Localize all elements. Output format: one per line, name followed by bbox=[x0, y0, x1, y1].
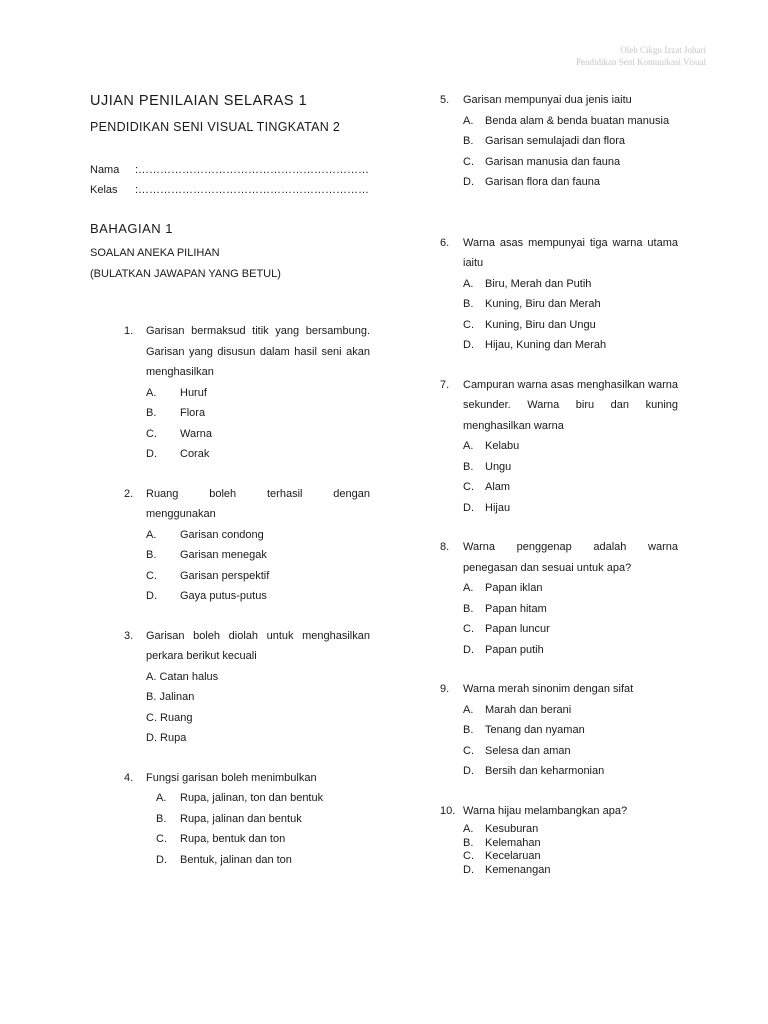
option-d[interactable] bbox=[146, 728, 370, 749]
option-text: Huruf bbox=[180, 386, 207, 399]
option-text: Garisan flora dan fauna bbox=[485, 176, 600, 188]
option-letter: C. bbox=[463, 481, 474, 493]
option-text: Gaya putus-putus bbox=[180, 590, 267, 602]
option-b[interactable] bbox=[146, 687, 370, 708]
question-number: 5. bbox=[440, 94, 450, 106]
option-d[interactable] bbox=[463, 335, 690, 356]
option-text: Kecelaruan bbox=[485, 850, 541, 862]
class-blank[interactable]: :……………………………………………………… bbox=[135, 184, 370, 196]
option-letter: B. bbox=[463, 298, 474, 310]
option-letter: C. bbox=[463, 155, 474, 168]
option-text: Garisan perspektif bbox=[180, 569, 270, 582]
option-text: Papan hitam bbox=[485, 602, 547, 615]
option-text: Flora bbox=[180, 407, 206, 419]
question-stem: Warna merah sinonim dengan sifat bbox=[463, 683, 634, 695]
question-number: 7. bbox=[440, 378, 450, 391]
question-number: 1. bbox=[124, 325, 134, 337]
exam-title: UJIAN PENILAIAN SELARAS 1 bbox=[90, 93, 308, 109]
option-c[interactable] bbox=[146, 708, 370, 729]
name-blank[interactable]: :……………………………………………………… bbox=[135, 164, 370, 176]
option-b[interactable] bbox=[463, 294, 690, 315]
option-text: Hijau, Kuning dan Merah bbox=[485, 339, 607, 351]
option-text: Kesuburan bbox=[485, 823, 539, 835]
option-text: Kelabu bbox=[485, 440, 520, 452]
option-b[interactable] bbox=[146, 545, 370, 566]
option-letter: B. bbox=[463, 724, 474, 736]
option-letter: C. bbox=[463, 850, 474, 862]
option-text: Garisan semulajadi dan flora bbox=[485, 135, 626, 147]
option-c[interactable] bbox=[463, 741, 690, 762]
option-c[interactable] bbox=[463, 315, 690, 336]
option-letter: A. bbox=[463, 582, 474, 594]
option-text: C. Ruang bbox=[146, 711, 193, 724]
options bbox=[463, 700, 690, 782]
option-text: Selesa dan aman bbox=[485, 744, 571, 757]
question-6 bbox=[440, 233, 690, 356]
option-text: Hijau bbox=[485, 501, 511, 514]
option-b[interactable] bbox=[463, 720, 690, 741]
option-a[interactable] bbox=[146, 525, 370, 546]
question-stem: Warna asas mempunyai tiga warna utama iaitu bbox=[463, 236, 678, 269]
option-letter: D. bbox=[463, 643, 474, 656]
option-text: Garisan menegak bbox=[180, 549, 267, 561]
option-letter: B. bbox=[463, 836, 474, 849]
option-text: Bersih dan keharmonian bbox=[485, 765, 605, 777]
question-stem-line1 bbox=[146, 484, 370, 505]
option-text: Papan iklan bbox=[485, 582, 543, 594]
option-text: Corak bbox=[180, 448, 210, 460]
question-stem: Fungsi garisan boleh menimbulkan bbox=[146, 771, 317, 784]
options bbox=[463, 578, 690, 660]
option-letter: A. bbox=[156, 792, 167, 804]
option-a[interactable] bbox=[463, 578, 690, 599]
options bbox=[463, 436, 690, 518]
header-subject: Pendidikan Seni Komunikasi Visual bbox=[575, 57, 706, 67]
question-number: 9. bbox=[440, 683, 450, 695]
question-stem: Campuran warna asas menghasilkan warna sekunder. Warna biru dan kuning menghasilkan warna bbox=[463, 378, 678, 432]
option-text: Marah dan berani bbox=[485, 703, 572, 716]
option-d[interactable] bbox=[463, 498, 690, 519]
left-column bbox=[90, 92, 370, 870]
option-text: Papan putih bbox=[485, 643, 544, 656]
option-letter: A. bbox=[463, 114, 474, 127]
option-c[interactable] bbox=[463, 477, 690, 498]
option-letter: B. bbox=[156, 812, 167, 825]
options bbox=[146, 667, 370, 749]
option-text: Kemenangan bbox=[485, 863, 551, 876]
option-a[interactable] bbox=[463, 274, 690, 295]
question-1 bbox=[90, 321, 370, 465]
question-4 bbox=[90, 768, 370, 871]
option-c[interactable] bbox=[156, 829, 370, 850]
option-a[interactable] bbox=[463, 111, 690, 132]
option-c[interactable] bbox=[146, 424, 370, 445]
question-10 bbox=[440, 801, 690, 878]
header-author: Oleh Cikgu Izzat Johari bbox=[620, 45, 706, 55]
question-7 bbox=[440, 375, 690, 519]
option-text: Ungu bbox=[485, 460, 512, 473]
option-letter: A. bbox=[146, 386, 157, 399]
option-letter: B. bbox=[463, 602, 474, 615]
option-letter: D. bbox=[463, 765, 474, 777]
option-letter: A. bbox=[463, 277, 474, 290]
option-letter: D. bbox=[156, 853, 167, 866]
option-b[interactable] bbox=[463, 837, 690, 851]
options bbox=[156, 788, 370, 870]
question-stem: Warna hijau melambangkan apa? bbox=[463, 804, 628, 817]
option-c[interactable] bbox=[146, 566, 370, 587]
option-letter: C. bbox=[463, 623, 474, 635]
option-letter: D. bbox=[463, 501, 474, 514]
option-b[interactable] bbox=[156, 809, 370, 830]
option-text: A. Catan halus bbox=[146, 670, 219, 683]
option-text: Garisan condong bbox=[180, 528, 264, 541]
question-3 bbox=[90, 626, 370, 749]
options bbox=[463, 823, 690, 877]
option-b[interactable] bbox=[146, 403, 370, 424]
student-fields bbox=[90, 163, 370, 197]
question-9 bbox=[440, 679, 690, 782]
options bbox=[463, 111, 690, 193]
option-a[interactable] bbox=[463, 823, 690, 837]
option-text: Rupa, jalinan dan bentuk bbox=[180, 812, 302, 825]
class-field[interactable] bbox=[90, 183, 370, 197]
option-d[interactable] bbox=[156, 850, 370, 871]
question-stem: Warna penggenap adalah warna penegasan dan sesuai untuk apa? bbox=[463, 541, 678, 574]
option-letter: B. bbox=[463, 460, 474, 473]
option-a[interactable] bbox=[156, 788, 370, 809]
option-letter: A. bbox=[146, 528, 157, 541]
option-text: Kuning, Biru dan Merah bbox=[485, 298, 601, 310]
section-instruction: (BULATKAN JAWAPAN YANG BETUL) bbox=[90, 268, 281, 280]
question-number: 4. bbox=[124, 771, 134, 784]
question-stem-line2: menggunakan bbox=[146, 508, 216, 520]
option-b[interactable] bbox=[463, 131, 690, 152]
question-2 bbox=[90, 484, 370, 607]
option-c[interactable] bbox=[463, 619, 690, 640]
section-subtitle: SOALAN ANEKA PILIHAN bbox=[90, 247, 220, 259]
option-d[interactable] bbox=[463, 864, 690, 878]
option-text: Garisan manusia dan fauna bbox=[485, 155, 621, 168]
name-field[interactable] bbox=[90, 163, 370, 177]
option-letter: D. bbox=[146, 590, 157, 602]
question-number: 8. bbox=[440, 541, 450, 553]
option-text: Kelemahan bbox=[485, 836, 541, 849]
option-text: Rupa, jalinan, ton dan bentuk bbox=[180, 792, 324, 804]
option-b[interactable] bbox=[463, 457, 690, 478]
option-a[interactable] bbox=[146, 383, 370, 404]
option-a[interactable] bbox=[146, 667, 370, 688]
question-stem: Ruang boleh terhasil dengan bbox=[146, 487, 370, 500]
question-8 bbox=[440, 537, 690, 660]
option-text: Kuning, Biru dan Ungu bbox=[485, 318, 596, 331]
option-letter: D. bbox=[463, 339, 474, 351]
option-letter: C. bbox=[156, 833, 167, 845]
section-title: BAHAGIAN 1 bbox=[90, 221, 174, 236]
option-letter: A. bbox=[463, 703, 474, 716]
option-c[interactable] bbox=[463, 850, 690, 864]
option-d[interactable] bbox=[146, 586, 370, 607]
option-letter: C. bbox=[146, 427, 157, 440]
option-d[interactable] bbox=[463, 761, 690, 782]
page-header bbox=[576, 44, 706, 68]
options bbox=[146, 525, 370, 607]
question-number: 3. bbox=[124, 629, 134, 642]
question-stem: Garisan mempunyai dua jenis iaitu bbox=[463, 94, 632, 106]
option-a[interactable] bbox=[463, 700, 690, 721]
option-text: Rupa, bentuk dan ton bbox=[180, 833, 286, 845]
option-letter: D. bbox=[463, 863, 474, 876]
option-text: Papan luncur bbox=[485, 623, 550, 635]
option-letter: D. bbox=[146, 448, 157, 460]
option-letter: A. bbox=[463, 823, 474, 835]
option-c[interactable] bbox=[463, 152, 690, 173]
option-b[interactable] bbox=[463, 599, 690, 620]
exam-subtitle: PENDIDIKAN SENI VISUAL TINGKATAN 2 bbox=[90, 120, 341, 134]
option-text: Bentuk, jalinan dan ton bbox=[180, 853, 292, 866]
option-text: Alam bbox=[485, 481, 511, 493]
option-letter: C. bbox=[463, 744, 474, 757]
option-a[interactable] bbox=[463, 436, 690, 457]
options bbox=[463, 274, 690, 356]
option-text: Benda alam & benda buatan manusia bbox=[485, 114, 670, 127]
question-stem: Garisan boleh diolah untuk menghasilkan perkara berikut kecuali bbox=[146, 629, 370, 662]
option-text: Warna bbox=[180, 427, 212, 440]
option-letter: B. bbox=[146, 549, 157, 561]
right-column bbox=[440, 90, 690, 877]
question-5 bbox=[440, 90, 690, 193]
question-number: 10. bbox=[440, 804, 456, 817]
option-text: B. Jalinan bbox=[146, 691, 195, 703]
option-text: Biru, Merah dan Putih bbox=[485, 277, 592, 290]
option-letter: C. bbox=[146, 569, 157, 582]
option-d[interactable] bbox=[146, 444, 370, 465]
name-label: Nama bbox=[90, 164, 120, 176]
class-label: Kelas bbox=[90, 184, 118, 196]
option-text: Tenang dan nyaman bbox=[485, 724, 585, 736]
option-letter: B. bbox=[146, 407, 157, 419]
option-text: D. Rupa bbox=[146, 732, 187, 744]
option-letter: A. bbox=[463, 440, 474, 452]
option-d[interactable] bbox=[463, 172, 690, 193]
option-letter: C. bbox=[463, 318, 474, 331]
option-d[interactable] bbox=[463, 640, 690, 661]
option-letter: B. bbox=[463, 135, 474, 147]
options bbox=[146, 383, 370, 465]
question-number: 6. bbox=[440, 236, 450, 249]
question-number: 2. bbox=[124, 487, 134, 500]
option-letter: D. bbox=[463, 176, 474, 188]
question-stem: Garisan bermaksud titik yang bersambung. Garisan yang disusun dalam hasil seni akan menghasilkan bbox=[146, 325, 370, 378]
